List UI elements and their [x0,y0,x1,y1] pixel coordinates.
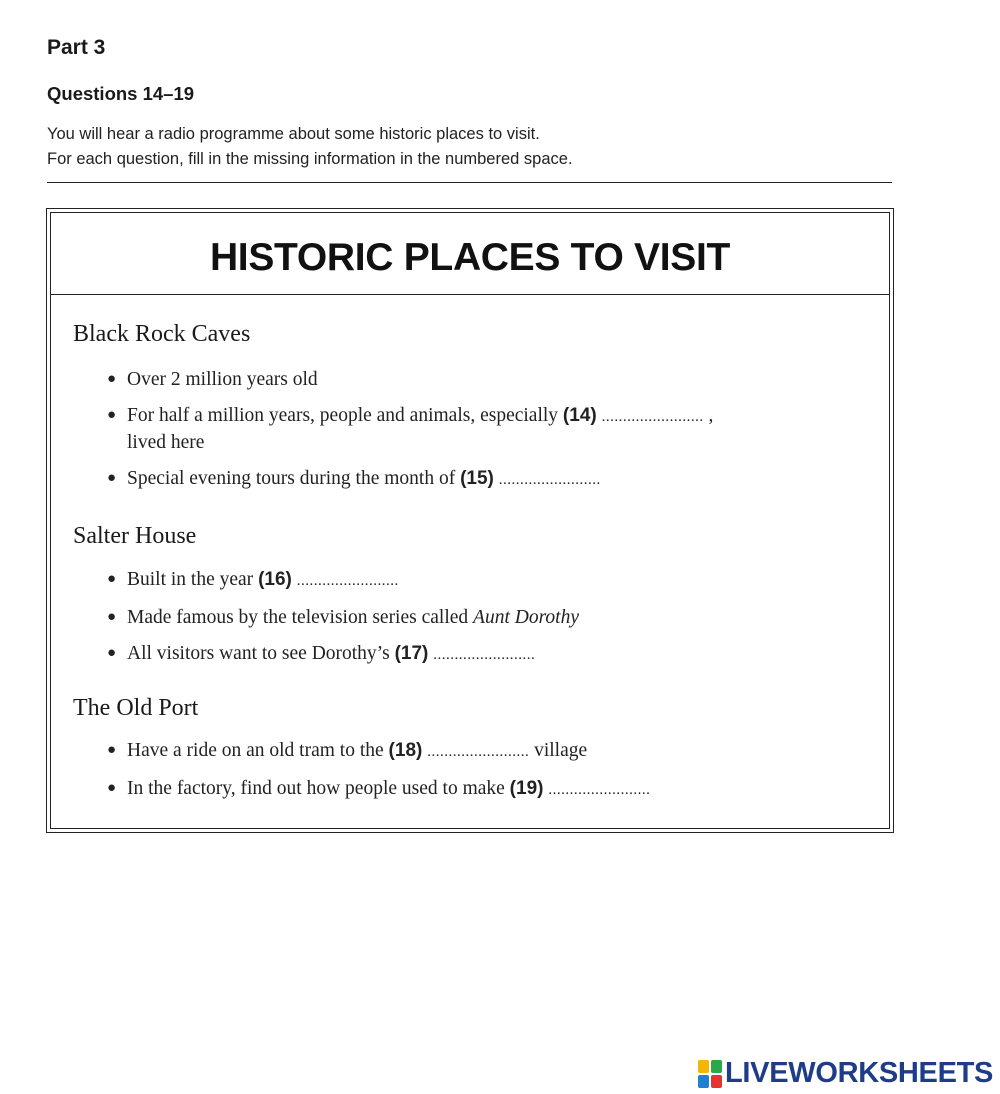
liveworksheets-logo-icon [698,1060,722,1088]
answer-blank[interactable]: ........................ [601,409,704,425]
liveworksheets-logo[interactable] [698,1057,993,1090]
part-title: Part 3 [47,36,106,59]
question-number: (18) [388,740,423,761]
question-number: (15) [460,468,494,489]
instruction-line: You will hear a radio programme about some historic places to visit. [47,125,540,143]
historic-places-box [46,208,894,833]
list-item: ● Made famous by the television series called Aunt Dorothy [107,607,580,628]
section-list [107,367,867,493]
questions-title: Questions 14–19 [47,83,195,104]
list-item: ● Built in the year (16) ........................ [107,569,399,590]
question-number: (16) [258,569,292,590]
list-item: ● Over 2 million years old [107,369,318,390]
instruction-line: For each question, fill in the missing information in the numbered space. [47,150,573,168]
section-list [107,567,867,668]
answer-blank[interactable]: ........................ [296,573,399,589]
list-item: ● Have a ride on an old tram to the (18) ........................ village [107,740,588,761]
list-item: ● In the factory, find out how people used to make (19) ........................ [107,778,651,799]
section-list [107,738,867,803]
list-item: ● All visitors want to see Dorothy’s (17) ........................ [107,643,536,664]
answer-blank[interactable]: ........................ [498,472,601,488]
list-item: ● Special evening tours during the month of (15) ........................ [107,468,601,489]
answer-blank[interactable]: ........................ [548,782,651,798]
instructions [47,122,573,172]
answer-blank[interactable]: ........................ [427,744,530,760]
answer-blank[interactable]: ........................ [433,647,536,663]
section-title-the-old-port: The Old Port [73,695,199,721]
question-number: (17) [394,643,429,664]
question-number: (14) [562,405,597,426]
divider [47,182,892,183]
box-header [51,213,889,295]
box-title: HISTORIC PLACES TO VISIT [209,235,731,279]
logo-text: LIVEWORKSHEETS [725,1057,994,1089]
section-title-black-rock-caves: Black Rock Caves [73,321,251,347]
list-item: ● For half a million years, people and animals, especially (14) ........................ , lived here [107,405,714,453]
question-number: (19) [509,778,544,799]
section-title-salter-house: Salter House [73,523,197,549]
